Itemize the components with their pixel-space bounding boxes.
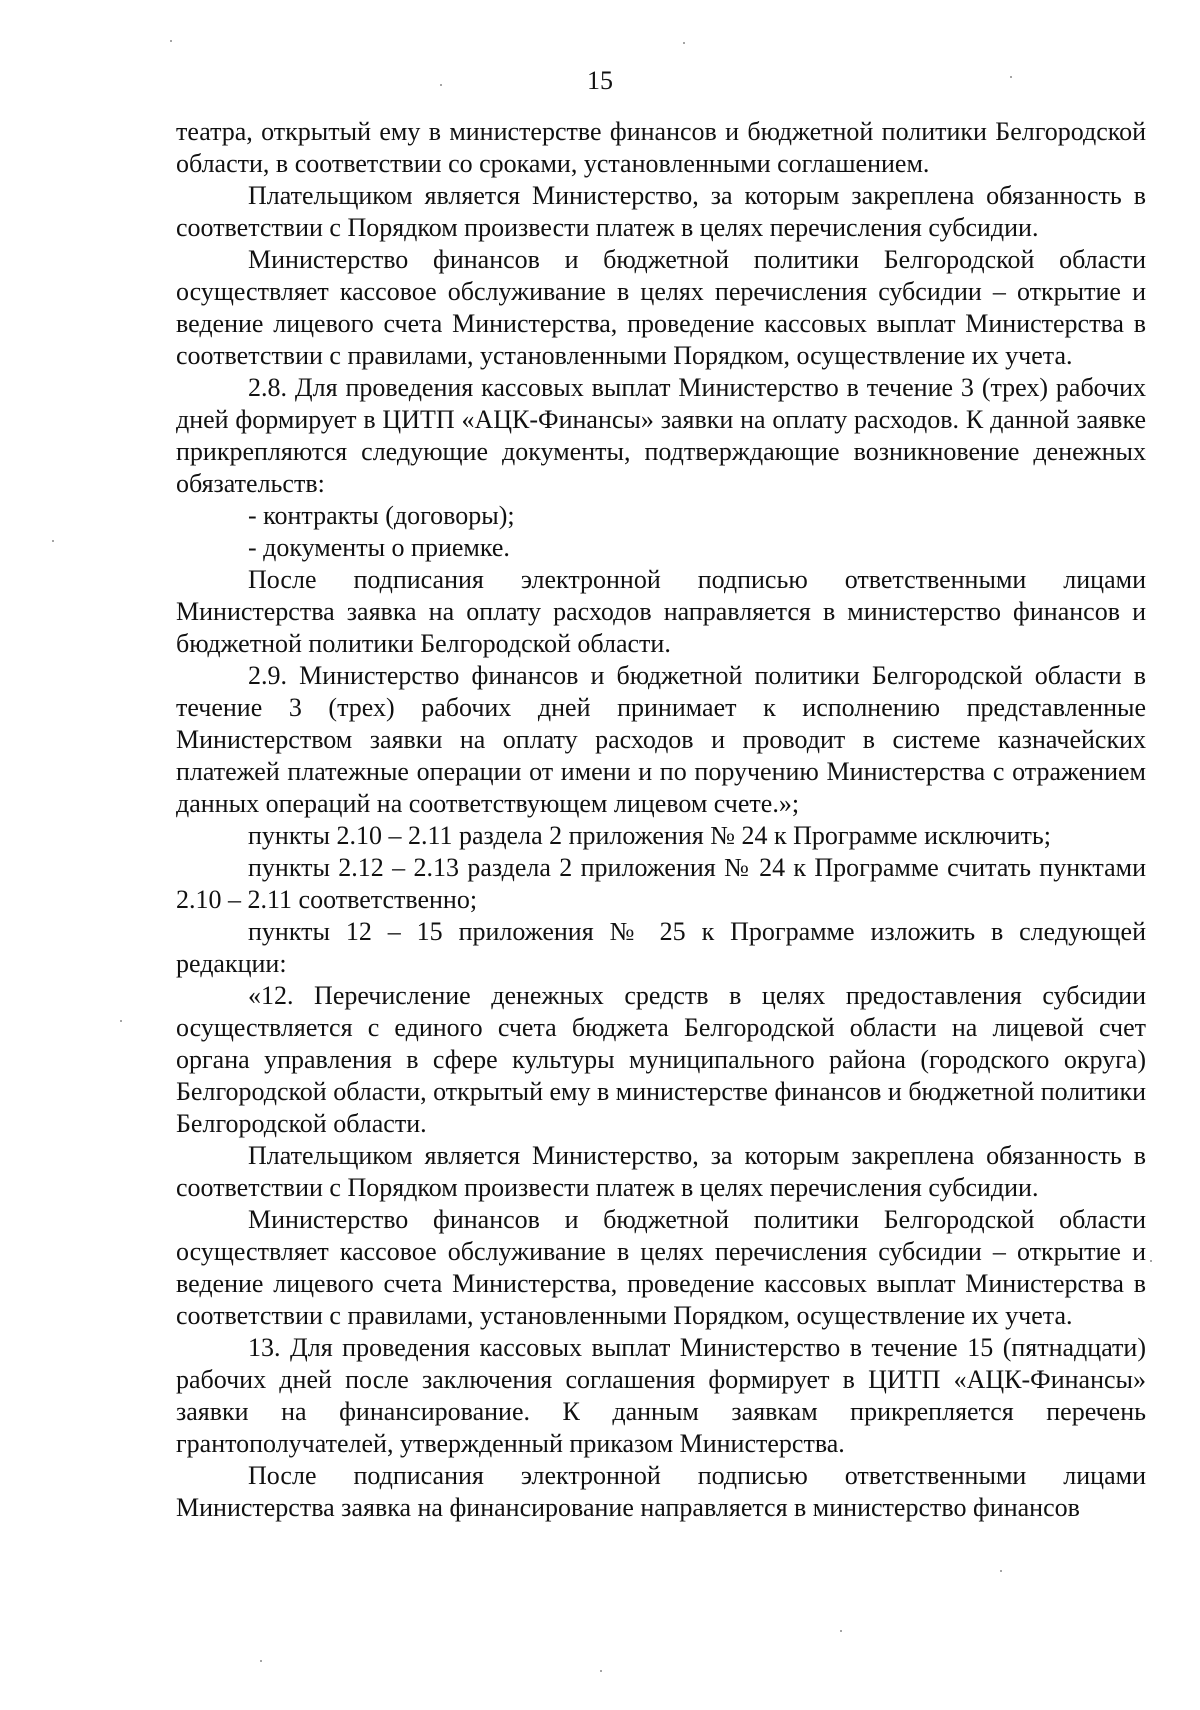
paragraph-after-signing: После подписания электронной подписью ответственными лицами Министерства заявка на оплату расходов направляется в министерство финансов и бюджетной политики Белгородской области. [176, 565, 1146, 658]
paragraph-2-9: 2.9. Министерство финансов и бюджетной политики Белгородской области в течение 3 (трех) рабочих дней принимает к исполнению представленные Министерством заявки на оплату расходов и проводит в системе казначейских платежей платежные операции от имени и по поручению Министерства с отражением данных операций на соответствующем лицевом счете.»; [176, 661, 1146, 818]
paragraph-after-signing-2: После подписания электронной подписью ответственными лицами Министерства заявка на финансирование направляется в министерство финансов [176, 1461, 1146, 1522]
scan-speck [52, 540, 54, 542]
paragraph-13: 13. Для проведения кассовых выплат Министерство в течение 15 (пятнадцати) рабочих дней после заключения соглашения формирует в ЦИТП «АЦК-Финансы» заявки на финансирование. К данным заявкам прикрепляется перечень грантополучателей, утвержденный приказом Министерства. [176, 1333, 1146, 1458]
scan-speck [840, 1630, 842, 1632]
scan-speck [1000, 1570, 1002, 1572]
paragraph-renumber-points: пункты 2.12 – 2.13 раздела 2 приложения № 24 к Программе считать пунктами 2.10 – 2.11 соответственно; [176, 853, 1146, 914]
page-number: 15 [587, 66, 613, 95]
scan-speck [683, 42, 685, 44]
paragraph-2-8: 2.8. Для проведения кассовых выплат Министерство в течение 3 (трех) рабочих дней формирует в ЦИТП «АЦК-Финансы» заявки на оплату расходов. К данной заявке прикрепляются следующие документы, подтверждающие возникновение денежных обязательств: [176, 373, 1146, 498]
list-item-contracts: - контракты (договоры); [248, 501, 515, 530]
scan-speck [170, 40, 172, 42]
scan-speck [120, 1020, 122, 1022]
scan-speck [260, 1660, 262, 1662]
paragraph-ministry-finance-service-2: Министерство финансов и бюджетной политики Белгородской области осуществляет кассовое обслуживание в целях перечисления субсидии – открытие и ведение лицевого счета Министерства, проведение кассовых выплат Министерства в соответствии с правилами, установленными Порядком, осуществление их учета. [176, 1205, 1146, 1330]
list-item-acceptance-docs: - документы о приемке. [248, 533, 510, 562]
paragraph-exclude-points: пункты 2.10 – 2.11 раздела 2 приложения № 24 к Программе исключить; [248, 821, 1052, 850]
paragraph-12: «12. Перечисление денежных средств в целях предоставления субсидии осуществляется с единого счета бюджета Белгородской области на лицевой счет органа управления в сфере культуры муниципального района (городского округа) Белгородской области, открытый ему в министерстве финансов и бюджетной политики Белгородской области. [176, 981, 1147, 1138]
paragraph-ministry-finance-service: Министерство финансов и бюджетной политики Белгородской области осуществляет кассовое обслуживание в целях перечисления субсидии – открытие и ведение лицевого счета Министерства, проведение кассовых выплат Министерства в соответствии с правилами, установленными Порядком, осуществление их учета. [176, 245, 1146, 370]
paragraph-continuation: театра, открытый ему в министерстве финансов и бюджетной политики Белгородской области, в соответствии со сроками, установленными соглашением. [176, 117, 1146, 178]
scan-speck [440, 84, 442, 86]
scan-speck [1150, 1260, 1152, 1262]
paragraph-payer-2: Плательщиком является Министерство, за которым закреплена обязанность в соответствии с Порядком произвести платеж в целях перечисления субсидии. [176, 1141, 1146, 1202]
paragraph-payer: Плательщиком является Министерство, за которым закреплена обязанность в соответствии с Порядком произвести платеж в целях перечисления субсидии. [176, 181, 1146, 242]
document-body [176, 116, 1146, 1524]
scan-speck [1010, 76, 1012, 78]
scan-speck [600, 1670, 602, 1672]
paragraph-new-edition: пункты 12 – 15 приложения № 25 к Программе изложить в следующей редакции: [176, 917, 1146, 978]
